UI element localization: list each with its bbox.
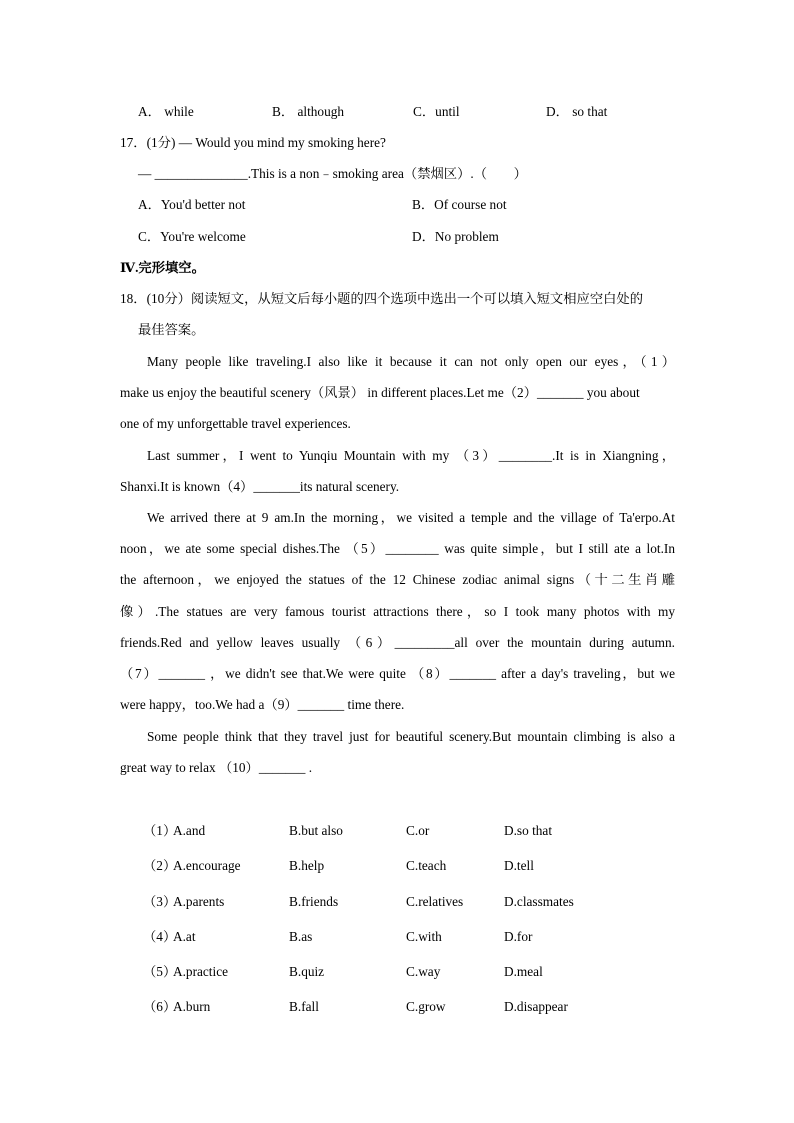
answer-number: （3） bbox=[143, 894, 177, 909]
q17-option-c: C．You're welcome bbox=[138, 229, 246, 244]
passage-line: noon，we ate some special dishes.The （5）________ was quite simple，but I still ate a lot.In bbox=[120, 541, 675, 557]
passage-line: We arrived there at 9 am.In the morning，we visited a temple and the village of Ta'erpo.At bbox=[147, 510, 675, 525]
answer-option-a: A.encourage bbox=[173, 858, 241, 873]
passage-paragraph-2 bbox=[120, 440, 675, 502]
answer-option-b: B.help bbox=[289, 858, 325, 873]
passage-line: Last summer，I went to Yunqiu Mountain with my （3）________.It is in Xiangning， bbox=[147, 448, 675, 463]
passage-line: great way to relax （10）_______ . bbox=[120, 760, 313, 776]
answer-option-a: A.practice bbox=[173, 964, 228, 979]
q17-option-d: D．No problem bbox=[412, 229, 499, 244]
answer-option-c: C.grow bbox=[406, 999, 446, 1014]
answer-number: （1） bbox=[143, 823, 177, 838]
answer-option-a: A.burn bbox=[173, 999, 211, 1014]
q18-stem-line1: 18．(10分）阅读短文，从短文后每小题的四个选项中选出一个可以填入短文相应空白处的 bbox=[120, 291, 644, 306]
passage-line: 像）.The statues are very famous tourist attractions there，so I took many photos with my bbox=[120, 603, 675, 619]
q16-option-a: A． while bbox=[138, 104, 194, 119]
passage-line: Some people think that they travel just for beautiful scenery.But mountain climbing is also a bbox=[147, 729, 675, 744]
passage-line: the afternoon，we enjoyed the statues of the 12 Chinese zodiac animal signs（十二生肖雕 bbox=[120, 572, 675, 588]
passage-paragraph-4 bbox=[120, 721, 675, 783]
answer-option-b: B.fall bbox=[289, 999, 319, 1014]
q17-stem: 17．(1分) — Would you mind my smoking here? bbox=[120, 135, 386, 150]
answer-option-b: B.friends bbox=[289, 894, 339, 909]
q17-option-a: A．You'd better not bbox=[138, 197, 246, 212]
q17-option-b: B．Of course not bbox=[412, 197, 507, 212]
answer-option-d: D.tell bbox=[504, 858, 534, 873]
answer-option-d: D.for bbox=[504, 929, 533, 944]
answer-option-c: C.relatives bbox=[406, 894, 464, 909]
answer-option-a: A.and bbox=[173, 823, 206, 838]
passage-paragraph-1 bbox=[120, 346, 675, 440]
answer-option-d: D.so that bbox=[504, 823, 553, 838]
passage-line: Shanxi.It is known（4）_______its natural scenery. bbox=[120, 479, 400, 495]
passage-line: were happy，too.We had a（9）_______ time there. bbox=[120, 697, 405, 713]
answer-number: （5） bbox=[143, 964, 177, 979]
answer-option-a: A.parents bbox=[173, 894, 225, 909]
passage-line: friends.Red and yellow leaves usually （6）_________all over the mountain during autumn. bbox=[120, 634, 675, 650]
passage-line: Many people like traveling.I also like it because it can not only open our eyes，（1） bbox=[147, 354, 675, 369]
passage-line: make us enjoy the beautiful scenery（风景） in different places.Let me（2）_______ you about bbox=[120, 385, 640, 401]
answer-option-d: D.classmates bbox=[504, 894, 574, 909]
answer-number: （2） bbox=[143, 858, 177, 873]
answer-option-c: C.or bbox=[406, 823, 430, 838]
answer-option-b: B.quiz bbox=[289, 964, 325, 979]
answer-option-b: B.but also bbox=[289, 823, 343, 838]
answer-number: （6） bbox=[143, 999, 177, 1014]
q16-option-d: D． so that bbox=[546, 104, 608, 119]
q16-option-b: B． although bbox=[272, 104, 345, 119]
answer-option-c: C.teach bbox=[406, 858, 447, 873]
passage-paragraph-3 bbox=[120, 502, 675, 720]
q18-stem-line2: 最佳答案。 bbox=[138, 322, 205, 337]
answer-option-c: C.way bbox=[406, 964, 441, 979]
answer-option-a: A.at bbox=[173, 929, 196, 944]
answer-number: （4） bbox=[143, 929, 177, 944]
section-heading: Ⅳ.完形填空。 bbox=[120, 260, 205, 275]
answer-option-d: D.meal bbox=[504, 964, 543, 979]
q16-option-c: C．until bbox=[413, 104, 460, 119]
answer-option-b: B.as bbox=[289, 929, 313, 944]
passage-line: one of my unforgettable travel experiences. bbox=[120, 416, 351, 432]
answer-option-c: C.with bbox=[406, 929, 442, 944]
answer-option-d: D.disappear bbox=[504, 999, 568, 1014]
q17-line2: — ______________.This is a non﹣smoking area（禁烟区）.（ ） bbox=[138, 166, 527, 181]
passage-line: （7）_______ ，we didn't see that.We were quite （8）_______ after a day's traveling，but we bbox=[120, 665, 675, 681]
